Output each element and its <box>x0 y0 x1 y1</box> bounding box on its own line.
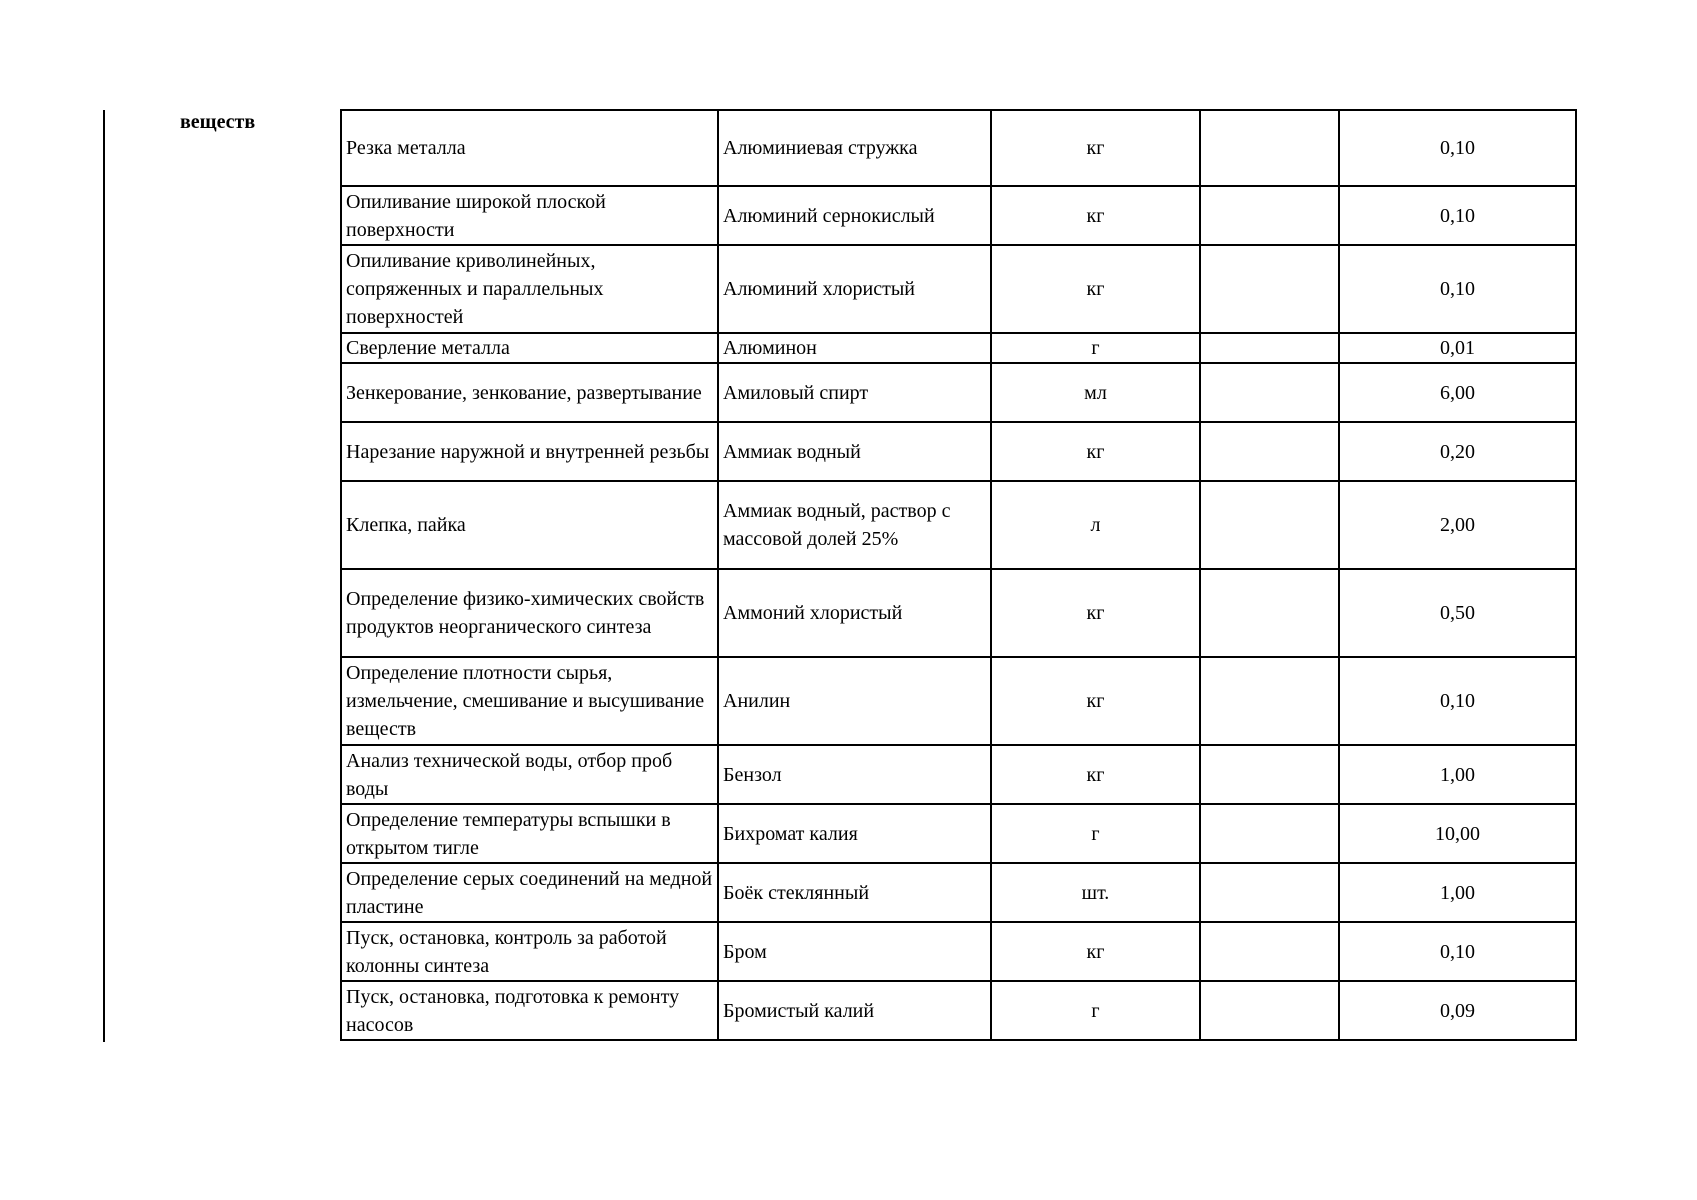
unit-cell: кг <box>991 186 1200 245</box>
empty-cell <box>1200 981 1339 1040</box>
work-cell: Опиливание криволинейных, сопряженных и параллельных поверхностей <box>341 245 718 333</box>
work-cell: Опиливание широкой плоской поверхности <box>341 186 718 245</box>
work-cell: Пуск, остановка, подготовка к ремонту насосов <box>341 981 718 1040</box>
material-cell: Алюминий хлористый <box>718 245 991 333</box>
work-cell: Определение плотности сырья, измельчение, смешивание и высушивание веществ <box>341 657 718 745</box>
unit-cell: кг <box>991 922 1200 981</box>
work-cell: Нарезание наружной и внутренней резьбы <box>341 422 718 481</box>
section-label: веществ <box>180 111 256 133</box>
materials-table <box>340 109 1577 1041</box>
quantity-cell: 0,10 <box>1339 922 1576 981</box>
unit-cell: л <box>991 481 1200 569</box>
empty-cell <box>1200 481 1339 569</box>
material-cell: Амиловый спирт <box>718 363 991 422</box>
unit-cell: мл <box>991 363 1200 422</box>
quantity-cell: 0,10 <box>1339 657 1576 745</box>
material-cell: Аммиак водный, раствор с массовой долей 25% <box>718 481 991 569</box>
quantity-cell: 10,00 <box>1339 804 1576 863</box>
unit-cell: кг <box>991 245 1200 333</box>
quantity-cell: 0,50 <box>1339 569 1576 657</box>
empty-cell <box>1200 110 1339 186</box>
quantity-cell: 0,01 <box>1339 333 1576 363</box>
work-cell: Определение температуры вспышки в открытом тигле <box>341 804 718 863</box>
material-cell: Аммиак водный <box>718 422 991 481</box>
table-row <box>341 186 1576 245</box>
table-row <box>341 110 1576 186</box>
quantity-cell: 0,10 <box>1339 186 1576 245</box>
material-cell: Алюминий сернокислый <box>718 186 991 245</box>
material-cell: Бромистый калий <box>718 981 991 1040</box>
material-cell: Алюминиевая стружка <box>718 110 991 186</box>
empty-cell <box>1200 863 1339 922</box>
empty-cell <box>1200 745 1339 804</box>
empty-cell <box>1200 363 1339 422</box>
quantity-cell: 2,00 <box>1339 481 1576 569</box>
empty-cell <box>1200 804 1339 863</box>
empty-cell <box>1200 422 1339 481</box>
empty-cell <box>1200 657 1339 745</box>
material-cell: Бензол <box>718 745 991 804</box>
unit-cell: шт. <box>991 863 1200 922</box>
quantity-cell: 0,20 <box>1339 422 1576 481</box>
work-cell: Зенкерование, зенкование, развертывание <box>341 363 718 422</box>
work-cell: Анализ технической воды, отбор проб воды <box>341 745 718 804</box>
quantity-cell: 0,09 <box>1339 981 1576 1040</box>
quantity-cell: 0,10 <box>1339 245 1576 333</box>
material-cell: Боёк стеклянный <box>718 863 991 922</box>
left-margin-rule <box>103 110 105 1042</box>
material-cell: Бихромат калия <box>718 804 991 863</box>
unit-cell: кг <box>991 569 1200 657</box>
unit-cell: г <box>991 981 1200 1040</box>
table-row <box>341 245 1576 333</box>
empty-cell <box>1200 333 1339 363</box>
table-row <box>341 569 1576 657</box>
quantity-cell: 1,00 <box>1339 745 1576 804</box>
table-row <box>341 922 1576 981</box>
table-row <box>341 981 1576 1040</box>
unit-cell: г <box>991 333 1200 363</box>
table-row <box>341 863 1576 922</box>
unit-cell: г <box>991 804 1200 863</box>
empty-cell <box>1200 186 1339 245</box>
work-cell: Резка металла <box>341 110 718 186</box>
empty-cell <box>1200 922 1339 981</box>
empty-cell <box>1200 245 1339 333</box>
table-row <box>341 363 1576 422</box>
material-cell: Алюминон <box>718 333 991 363</box>
table-row <box>341 657 1576 745</box>
material-cell: Бром <box>718 922 991 981</box>
material-cell: Аммоний хлористый <box>718 569 991 657</box>
table-row <box>341 333 1576 363</box>
quantity-cell: 1,00 <box>1339 863 1576 922</box>
work-cell: Определение физико-химических свойств продуктов неорганического синтеза <box>341 569 718 657</box>
table-row <box>341 481 1576 569</box>
material-cell: Анилин <box>718 657 991 745</box>
work-cell: Сверление металла <box>341 333 718 363</box>
work-cell: Клепка, пайка <box>341 481 718 569</box>
table-row <box>341 745 1576 804</box>
table-row <box>341 804 1576 863</box>
unit-cell: кг <box>991 657 1200 745</box>
empty-cell <box>1200 569 1339 657</box>
quantity-cell: 0,10 <box>1339 110 1576 186</box>
work-cell: Определение серых соединений на медной пластине <box>341 863 718 922</box>
unit-cell: кг <box>991 110 1200 186</box>
table-row <box>341 422 1576 481</box>
quantity-cell: 6,00 <box>1339 363 1576 422</box>
unit-cell: кг <box>991 422 1200 481</box>
unit-cell: кг <box>991 745 1200 804</box>
work-cell: Пуск, остановка, контроль за работой колонны синтеза <box>341 922 718 981</box>
